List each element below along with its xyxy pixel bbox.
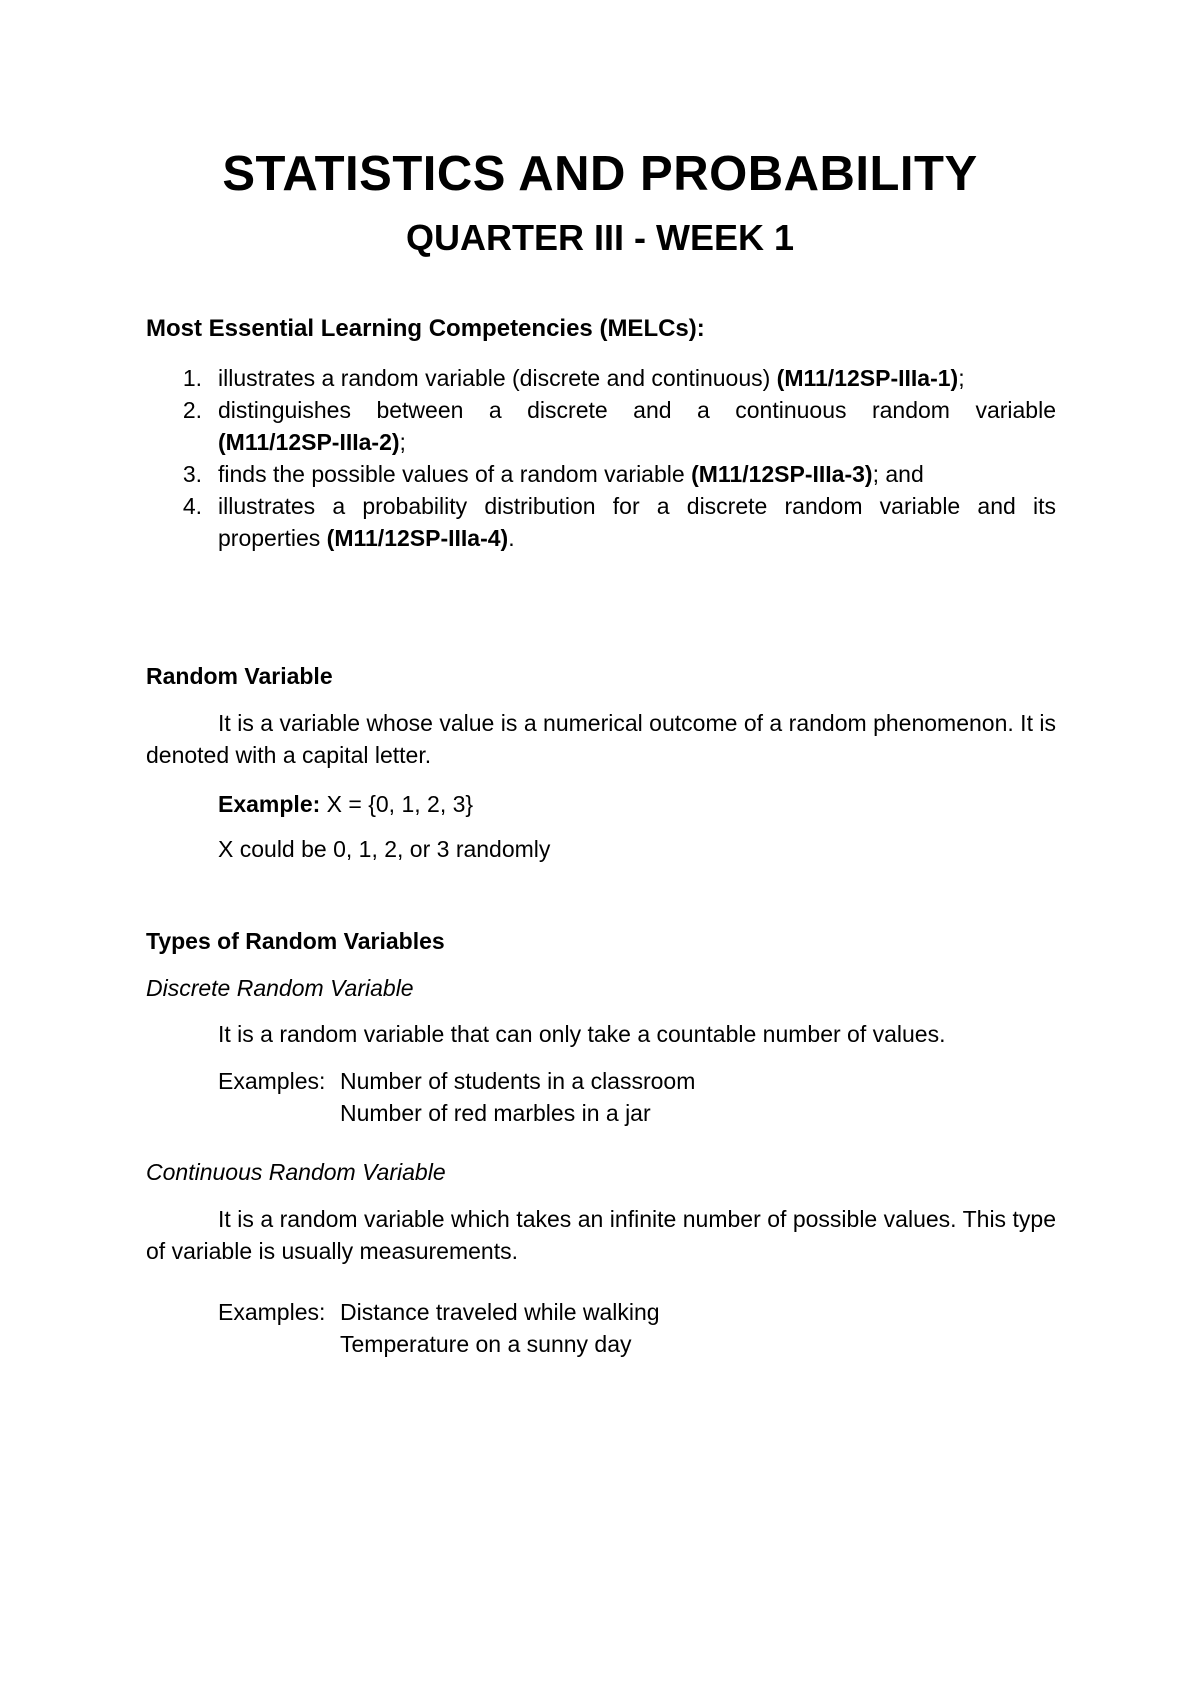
types-heading: Types of Random Variables: [146, 928, 445, 954]
melc-code: (M11/12SP-IIIa-2): [218, 429, 400, 455]
list-item-text: distinguishes between a discrete and a continuous random variable: [218, 397, 1056, 423]
list-item-text: illustrates a random variable (discrete and continuous) (M11/12SP-IIIa-1);: [218, 365, 965, 391]
random-variable-heading: Random Variable: [146, 663, 333, 689]
melc-code: (M11/12SP-IIIa-1): [776, 365, 959, 391]
discrete-examples-label: Examples:: [218, 1068, 326, 1094]
list-item-number: 2.: [182, 397, 202, 423]
melcs-heading: Most Essential Learning Competencies (MELCs):: [146, 315, 705, 342]
random-variable-example: [218, 788, 473, 820]
example-value: X = {0, 1, 2, 3}: [320, 791, 474, 817]
melc-code: (M11/12SP-IIIa-4): [326, 525, 509, 551]
list-item-number: 4.: [182, 493, 202, 519]
list-item-text-continued: (M11/12SP-IIIa-2);: [218, 429, 406, 455]
random-variable-definition: It is a variable whose value is a numerical outcome of a random phenomenon. It is denoted with a capital letter.: [146, 710, 1056, 768]
continuous-heading: Continuous Random Variable: [146, 1159, 446, 1185]
document-title: STATISTICS AND PROBABILITY: [222, 147, 978, 201]
discrete-definition: It is a random variable that can only take a countable number of values.: [218, 1021, 946, 1047]
continuous-definition: It is a random variable which takes an infinite number of possible values. This type of variable is usually measurements.: [146, 1206, 1056, 1264]
document-subtitle: QUARTER III - WEEK 1: [405, 217, 795, 258]
discrete-heading: Discrete Random Variable: [146, 975, 414, 1001]
discrete-example-item: Number of red marbles in a jar: [340, 1100, 651, 1126]
continuous-examples-label: Examples:: [218, 1299, 326, 1325]
list-item-text-continued: properties (M11/12SP-IIIa-4).: [218, 525, 515, 551]
continuous-example-item: Temperature on a sunny day: [340, 1331, 632, 1357]
melc-code: (M11/12SP-IIIa-3): [691, 461, 873, 487]
list-item-text: finds the possible values of a random variable (M11/12SP-IIIa-3); and: [218, 461, 924, 487]
random-variable-example-note: X could be 0, 1, 2, or 3 randomly: [218, 836, 551, 862]
list-item-number: 3.: [182, 461, 202, 487]
list-item-number: 1.: [182, 365, 202, 391]
continuous-example-item: Distance traveled while walking: [340, 1299, 660, 1325]
list-item-text: illustrates a probability distribution for a discrete random variable and its: [218, 493, 1056, 519]
discrete-example-item: Number of students in a classroom: [340, 1068, 696, 1094]
example-label: Example:: [218, 791, 321, 817]
